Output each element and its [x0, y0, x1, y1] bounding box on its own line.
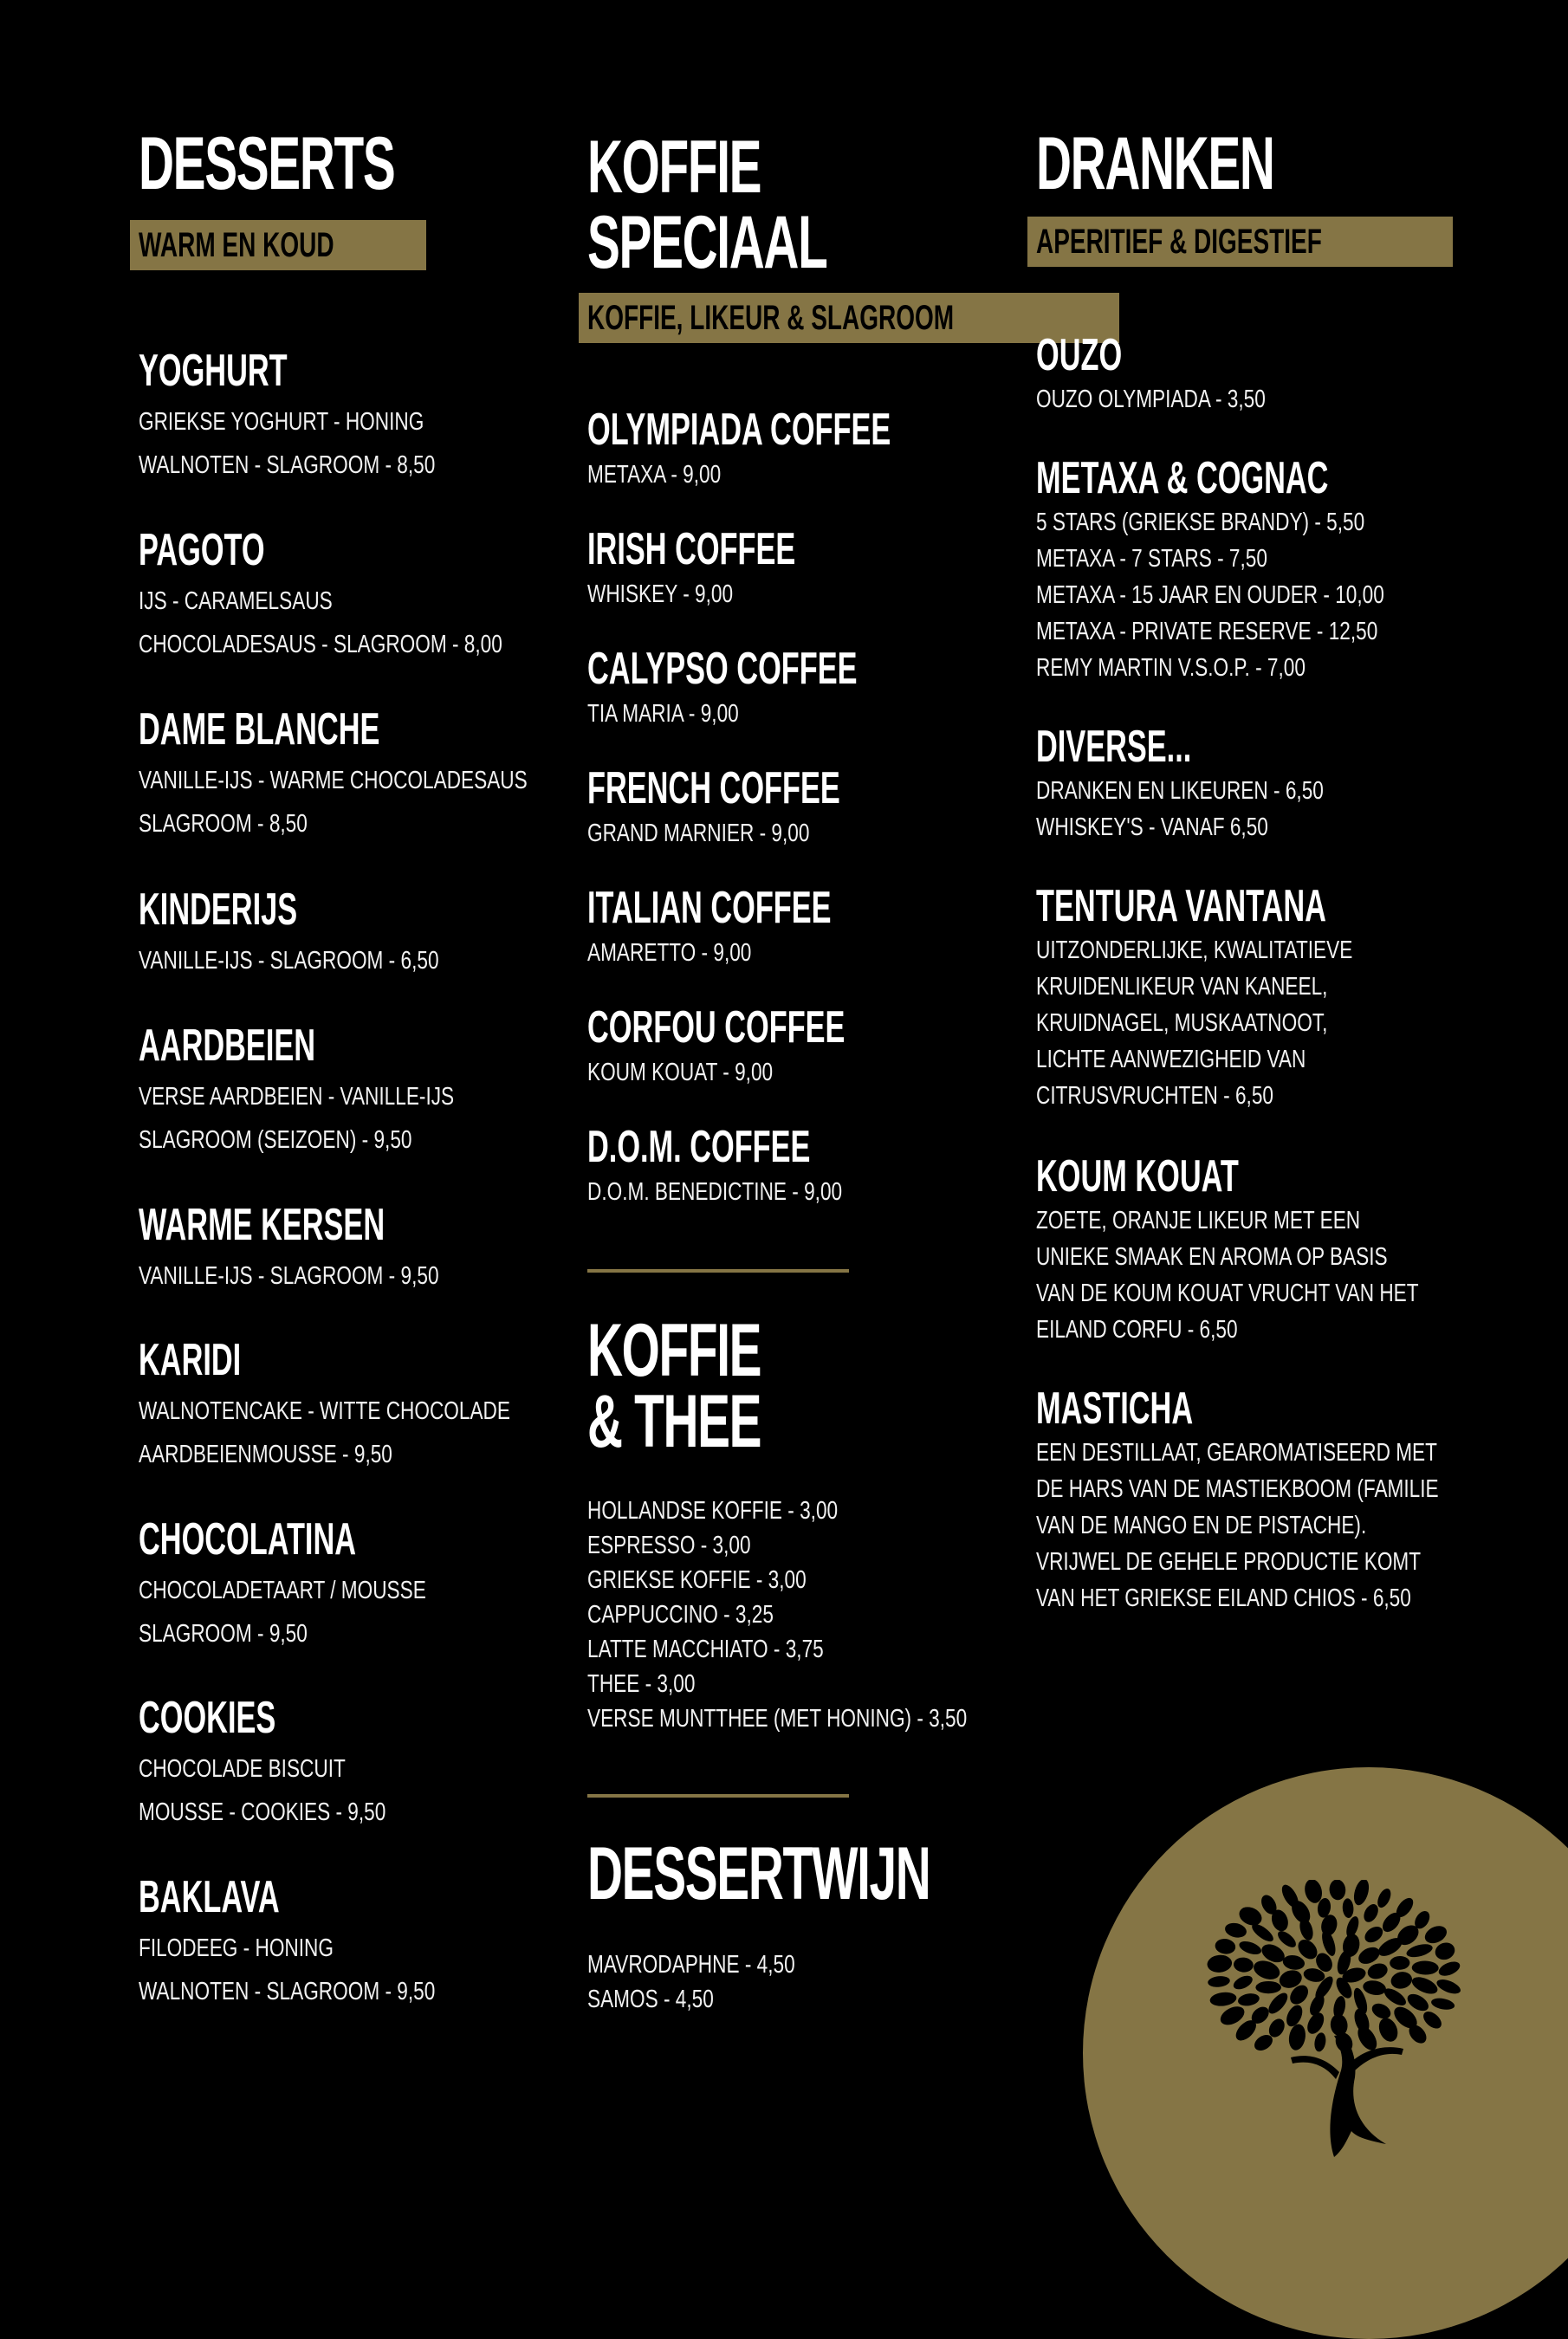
item-description: AMARETTO - 9,00 [587, 939, 752, 967]
olive-tree-icon [1187, 1880, 1481, 2166]
tree-leaf [1255, 1981, 1281, 1993]
item-name: IRISH COFFEE [587, 524, 796, 574]
item-name: WARME KERSEN [139, 1200, 386, 1250]
dessertwijn-list [587, 1947, 795, 2017]
menu-item-warme-kersen [139, 1199, 745, 1298]
item-name: DIVERSE... [1036, 722, 1192, 772]
tree-leaf [1215, 1938, 1237, 1956]
item-name: MASTICHA [1036, 1383, 1194, 1434]
dessertwijn-title: DESSERTWIJN [587, 1832, 930, 1915]
tree-leaf [1209, 1991, 1237, 2007]
tree-leaf [1283, 2003, 1306, 2030]
item-description: GRIEKSE YOGHURT - HONING WALNOTEN - SLAGROOM - 8,50 [139, 408, 436, 479]
tree-leaf [1405, 1941, 1434, 1960]
tree-leaf [1351, 1880, 1371, 1907]
item-name: KARIDI [139, 1335, 242, 1385]
tree-leaf [1237, 1939, 1263, 1957]
item-description: ZOETE, ORANJE LIKEUR MET EEN UNIEKE SMAAK EN AROMA OP BASIS VAN DE KOUM KOUAT VRUCHT VAN HET EILAND CORFU - 6,50 [1036, 1207, 1419, 1344]
menu-item-diverse [1036, 721, 1568, 846]
tree-leaf [1390, 1970, 1414, 1991]
menu-item-metaxa-cognac [1036, 452, 1568, 686]
item-description: VANILLE-IJS - SLAGROOM - 9,50 [139, 1262, 439, 1290]
item-name: OUZO [1036, 330, 1123, 380]
item-name: TENTURA VANTANA [1036, 881, 1326, 931]
list-item: CAPPUCCINO - 3,25 [587, 1601, 774, 1629]
section-divider [587, 1269, 849, 1273]
tree-leaf [1370, 2000, 1394, 2022]
item-description: GRAND MARNIER - 9,00 [587, 820, 810, 847]
item-name: D.O.M. COFFEE [587, 1122, 811, 1172]
item-name: PAGOTO [139, 525, 265, 575]
tree-leaf [1365, 1961, 1390, 1982]
tree-leaf [1342, 1898, 1354, 1918]
item-description: 5 STARS (GRIEKSE BRANDY) - 5,50 METAXA - 7 STARS - 7,50 METAXA - 15 JAAR EN OUDER - 10,00 METAXA - PRIVATE RESERVE - 12,50 REMY MARTIN V.S.O.P. - 7,00 [1036, 509, 1384, 682]
item-name: KINDERIJS [139, 884, 298, 935]
tree-leaf [1275, 1928, 1299, 1951]
item-description: WHISKEY - 9,00 [587, 580, 734, 608]
item-description: CHOCOLADETAART / MOUSSE SLAGROOM - 9,50 [139, 1577, 426, 1648]
koffie-speciaal-tag: KOFFIE, LIKEUR & SLAGROOM [579, 293, 1119, 343]
list-item: LATTE MACCHIATO - 3,75 [587, 1636, 824, 1663]
koffie-speciaal-title-line2: SPECIAAL [587, 201, 827, 284]
menu-item-masticha [1036, 1383, 1568, 1617]
tree-leaf [1412, 1960, 1439, 1975]
tree-leaf [1233, 1957, 1254, 1973]
tree-leaf [1231, 1973, 1254, 1992]
item-description: KOUM KOUAT - 9,00 [587, 1059, 774, 1086]
item-description: UITZONDERLIJKE, KWALITATIEVE KRUIDENLIKEUR VAN KANEEL, KRUIDNAGEL, MUSKAATNOOT, LICHTE AANWEZIGHEID VAN CITRUSVRUCHTEN - 6,50 [1036, 936, 1353, 1110]
tree-leaf [1282, 1953, 1306, 1971]
tree-leaf [1304, 2010, 1327, 2037]
tree-leaf [1390, 1956, 1410, 1971]
menu-item-tentura-vantana [1036, 880, 1568, 1114]
tree-leaf [1329, 1880, 1347, 1901]
list-item: MAVRODAPHNE - 4,50 [587, 1951, 795, 1979]
tree-leaf [1433, 1940, 1457, 1962]
menu-item-ouzo [1036, 329, 1568, 418]
list-item: GRIEKSE KOFFIE - 3,00 [587, 1566, 807, 1594]
koffie-thee-title-line1: KOFFIE [587, 1309, 761, 1392]
tree-leaf [1375, 1887, 1393, 1910]
item-name: BAKLAVA [139, 1872, 280, 1922]
item-name: AARDBEIEN [139, 1020, 316, 1071]
item-description: IJS - CARAMELSAUS CHOCOLADESAUS - SLAGROOM - 8,00 [139, 587, 502, 658]
koffie-thee-title-line2: & THEE [587, 1380, 761, 1463]
item-name: CHOCOLATINA [139, 1514, 357, 1565]
item-name: OLYMPIADA COFFEE [587, 405, 891, 455]
dranken-title: DRANKEN [1036, 122, 1274, 205]
item-name: CORFOU COFFEE [587, 1002, 846, 1053]
tree-leaf [1287, 2023, 1308, 2051]
item-name: ITALIAN COFFEE [587, 883, 832, 933]
tree-leaf [1420, 2008, 1444, 2031]
item-name: COOKIES [139, 1693, 276, 1743]
tree-leaf [1430, 1997, 1455, 2012]
item-name: CALYPSO COFFEE [587, 644, 858, 694]
item-name: FRENCH COFFEE [587, 763, 840, 813]
item-description: WALNOTENCAKE - WITTE CHOCOLADE AARDBEIENMOUSSE - 9,50 [139, 1397, 510, 1468]
tree-leaf [1207, 1953, 1234, 1973]
tree-leaf [1435, 1977, 1462, 1997]
tree-leaf [1313, 2031, 1327, 2052]
tree-leaf [1223, 1921, 1247, 1939]
item-description: VERSE AARDBEIEN - VANILLE-IJS SLAGROOM (SEIZOEN) - 9,50 [139, 1083, 455, 1154]
item-description: TIA MARIA - 9,00 [587, 700, 739, 728]
tree-leaf [1436, 1959, 1461, 1979]
section-divider [587, 1794, 849, 1798]
list-item: THEE - 3,00 [587, 1670, 696, 1698]
item-description: EEN DESTILLAAT, GEAROMATISEERD MET DE HARS VAN DE MASTIEKBOOM (FAMILIE VAN DE MANGO EN DE PISTACHE). VRIJWEL DE GEHELE PRODUCTIE KOMT VAN HET GRIEKSE EILAND CHIOS - 6,50 [1036, 1439, 1439, 1612]
list-item: VERSE MUNTTHEE (MET HONING) - 3,50 [587, 1705, 968, 1733]
menu-item-koum-kouat [1036, 1150, 1568, 1348]
tree-leaf [1362, 1979, 1387, 1997]
item-name: METAXA & COGNAC [1036, 453, 1329, 503]
tree-leaf [1265, 1990, 1291, 2017]
dranken-tag: APERITIEF & DIGESTIEF [1027, 217, 1453, 267]
tree-leaf [1409, 1973, 1440, 1997]
desserts-tag: WARM EN KOUD [130, 220, 426, 270]
item-name: YOGHURT [139, 346, 288, 396]
item-description: VANILLE-IJS - WARME CHOCOLADESAUS SLAGROOM - 8,50 [139, 767, 528, 838]
item-description: DRANKEN EN LIKEUREN - 6,50 WHISKEY'S - VANAF 6,50 [1036, 777, 1324, 841]
tree-leaf [1362, 1923, 1386, 1946]
item-description: OUZO OLYMPIADA - 3,50 [1036, 386, 1266, 413]
tree-leaf [1208, 1975, 1231, 1988]
item-description: METAXA - 9,00 [587, 461, 722, 489]
item-description: VANILLE-IJS - SLAGROOM - 6,50 [139, 947, 439, 975]
koffie-thee-list [587, 1493, 967, 1736]
list-item: ESPRESSO - 3,00 [587, 1532, 751, 1559]
list-item: HOLLANDSE KOFFIE - 3,00 [587, 1497, 839, 1525]
item-description: CHOCOLADE BISCUIT MOUSSE - COOKIES - 9,50 [139, 1755, 386, 1826]
item-name: DAME BLANCHE [139, 704, 380, 755]
desserts-title: DESSERTS [139, 122, 395, 205]
tree-leaf [1237, 1992, 1260, 2007]
tree-leaf [1344, 1915, 1361, 1939]
koffie-speciaal-title-line1: KOFFIE [587, 126, 761, 209]
item-description: FILODEEG - HONING WALNOTEN - SLAGROOM - 9,50 [139, 1934, 436, 2005]
item-description: D.O.M. BENEDICTINE - 9,00 [587, 1178, 843, 1206]
list-item: SAMOS - 4,50 [587, 1986, 714, 2013]
item-name: KOUM KOUAT [1036, 1151, 1239, 1202]
